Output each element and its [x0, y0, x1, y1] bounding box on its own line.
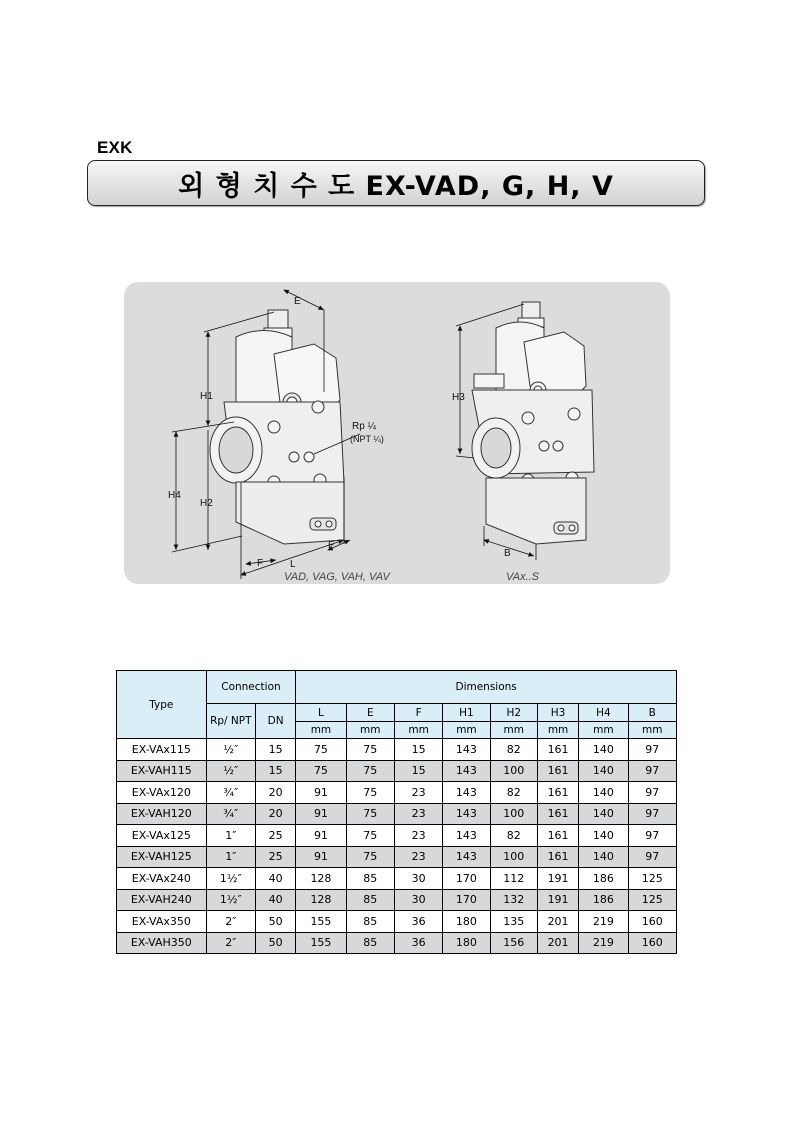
cell-type: EX-VAH240	[117, 889, 207, 911]
cell-h1: 143	[443, 846, 490, 868]
cell-e: 85	[346, 911, 394, 933]
cell-h4: 140	[579, 846, 628, 868]
cell-rp: ¾″	[206, 782, 255, 804]
cell-type: EX-VAH115	[117, 760, 207, 782]
label-F-left: F	[257, 558, 264, 569]
cell-h1: 180	[443, 911, 490, 933]
cell-l: 75	[296, 739, 346, 761]
cell-rp: ½″	[206, 739, 255, 761]
cell-h3: 201	[537, 932, 578, 954]
cell-h4: 140	[579, 803, 628, 825]
label-F-right: F	[328, 540, 335, 551]
cell-b: 97	[628, 782, 676, 804]
cell-b: 97	[628, 825, 676, 847]
cell-h2: 82	[490, 782, 537, 804]
table-row	[117, 782, 677, 804]
cell-h3: 161	[537, 825, 578, 847]
cell-f: 23	[394, 803, 442, 825]
cell-h4: 219	[579, 932, 628, 954]
cell-h4: 186	[579, 868, 628, 890]
cell-h4: 219	[579, 911, 628, 933]
cell-h2: 100	[490, 803, 537, 825]
cell-b: 97	[628, 760, 676, 782]
cell-e: 85	[346, 932, 394, 954]
cell-h3: 161	[537, 760, 578, 782]
table-row	[117, 889, 677, 911]
cell-b: 97	[628, 803, 676, 825]
cell-f: 15	[394, 739, 442, 761]
cell-h1: 170	[443, 889, 490, 911]
cell-e: 85	[346, 868, 394, 890]
unit-H4: mm	[579, 722, 628, 739]
unit-F: mm	[394, 722, 442, 739]
dimension-table	[116, 670, 677, 954]
cell-rp: 1½″	[206, 868, 255, 890]
cell-h1: 143	[443, 782, 490, 804]
header-H3: H3	[537, 704, 578, 722]
left-caption: VAD, VAG, VAH, VAV	[284, 571, 390, 583]
unit-H3: mm	[537, 722, 578, 739]
cell-rp: 1″	[206, 846, 255, 868]
cell-l: 155	[296, 932, 346, 954]
cell-dn: 40	[255, 889, 295, 911]
cell-b: 160	[628, 911, 676, 933]
cell-f: 23	[394, 782, 442, 804]
cell-l: 91	[296, 803, 346, 825]
cell-type: EX-VAH120	[117, 803, 207, 825]
cell-h3: 161	[537, 739, 578, 761]
cell-rp: ½″	[206, 760, 255, 782]
cell-h1: 143	[443, 739, 490, 761]
cell-e: 85	[346, 889, 394, 911]
cell-b: 125	[628, 889, 676, 911]
cell-h2: 156	[490, 932, 537, 954]
table-row	[117, 868, 677, 890]
cell-l: 155	[296, 911, 346, 933]
right-caption: VAx..S	[506, 571, 540, 583]
unit-B: mm	[628, 722, 676, 739]
cell-dn: 40	[255, 868, 295, 890]
cell-e: 75	[346, 782, 394, 804]
header-H2: H2	[490, 704, 537, 722]
cell-h2: 82	[490, 825, 537, 847]
cell-f: 15	[394, 760, 442, 782]
cell-type: EX-VAx120	[117, 782, 207, 804]
cell-f: 23	[394, 825, 442, 847]
cell-h1: 143	[443, 825, 490, 847]
cell-dn: 20	[255, 782, 295, 804]
table-row	[117, 825, 677, 847]
cell-type: EX-VAx125	[117, 825, 207, 847]
cell-l: 91	[296, 825, 346, 847]
table-row	[117, 803, 677, 825]
label-L: L	[290, 559, 296, 570]
header-H4: H4	[579, 704, 628, 722]
cell-l: 75	[296, 760, 346, 782]
cell-dn: 50	[255, 932, 295, 954]
label-E: E	[294, 296, 301, 307]
cell-dn: 25	[255, 825, 295, 847]
cell-e: 75	[346, 846, 394, 868]
cell-b: 97	[628, 846, 676, 868]
cell-f: 30	[394, 889, 442, 911]
cell-h4: 140	[579, 782, 628, 804]
label-H2: H2	[200, 498, 213, 509]
cell-f: 30	[394, 868, 442, 890]
cell-type: EX-VAH350	[117, 932, 207, 954]
table-row	[117, 739, 677, 761]
cell-dn: 20	[255, 803, 295, 825]
cell-h1: 180	[443, 932, 490, 954]
header-dn: DN	[255, 704, 295, 739]
cell-l: 91	[296, 782, 346, 804]
unit-L: mm	[296, 722, 346, 739]
cell-f: 36	[394, 911, 442, 933]
port-label-rp: Rp ¼	[352, 421, 376, 432]
cell-h4: 186	[579, 889, 628, 911]
cell-h2: 82	[490, 739, 537, 761]
unit-H1: mm	[443, 722, 490, 739]
brand-label: EXK	[97, 138, 133, 157]
unit-E: mm	[346, 722, 394, 739]
valve-drawing-svg	[124, 282, 670, 584]
cell-h4: 140	[579, 739, 628, 761]
cell-e: 75	[346, 803, 394, 825]
cell-h2: 100	[490, 760, 537, 782]
cell-rp: 2″	[206, 932, 255, 954]
cell-f: 23	[394, 846, 442, 868]
table-row	[117, 911, 677, 933]
cell-h3: 191	[537, 889, 578, 911]
cell-h2: 100	[490, 846, 537, 868]
port-label-npt: (NPT ¼)	[350, 434, 384, 444]
cell-dn: 15	[255, 760, 295, 782]
cell-b: 160	[628, 932, 676, 954]
cell-e: 75	[346, 739, 394, 761]
table-body	[117, 739, 677, 954]
header-dimensions: Dimensions	[296, 671, 677, 704]
header-type: Type	[117, 671, 207, 739]
cell-type: EX-VAx115	[117, 739, 207, 761]
cell-b: 125	[628, 868, 676, 890]
cell-dn: 50	[255, 911, 295, 933]
cell-rp: 1½″	[206, 889, 255, 911]
cell-h4: 140	[579, 760, 628, 782]
page-title-banner	[87, 160, 705, 206]
table-row	[117, 932, 677, 954]
cell-l: 128	[296, 868, 346, 890]
cell-type: EX-VAx240	[117, 868, 207, 890]
cell-dn: 25	[255, 846, 295, 868]
cell-h3: 201	[537, 911, 578, 933]
cell-h4: 140	[579, 825, 628, 847]
cell-rp: ¾″	[206, 803, 255, 825]
cell-dn: 15	[255, 739, 295, 761]
cell-h1: 143	[443, 803, 490, 825]
header-E: E	[346, 704, 394, 722]
label-H3: H3	[452, 392, 465, 403]
table-row	[117, 760, 677, 782]
table-row	[117, 846, 677, 868]
cell-type: EX-VAH125	[117, 846, 207, 868]
cell-h1: 143	[443, 760, 490, 782]
cell-h2: 132	[490, 889, 537, 911]
right-valve-illustration	[472, 302, 594, 544]
cell-h2: 112	[490, 868, 537, 890]
cell-h3: 161	[537, 782, 578, 804]
cell-e: 75	[346, 760, 394, 782]
page-title: 외 형 치 수 도 EX-VAD, G, H, V	[178, 170, 614, 202]
label-B: B	[504, 548, 511, 559]
cell-h3: 191	[537, 868, 578, 890]
cell-e: 75	[346, 825, 394, 847]
cell-f: 36	[394, 932, 442, 954]
cell-l: 128	[296, 889, 346, 911]
cell-h3: 161	[537, 846, 578, 868]
cell-h1: 170	[443, 868, 490, 890]
label-H4: H4	[168, 490, 181, 501]
header-F: F	[394, 704, 442, 722]
cell-h2: 135	[490, 911, 537, 933]
cell-l: 91	[296, 846, 346, 868]
dimension-drawing	[124, 282, 670, 584]
cell-h3: 161	[537, 803, 578, 825]
unit-H2: mm	[490, 722, 537, 739]
header-connection: Connection	[206, 671, 296, 704]
header-H1: H1	[443, 704, 490, 722]
cell-b: 97	[628, 739, 676, 761]
label-H1: H1	[200, 391, 213, 402]
header-rp-npt: Rp/ NPT	[206, 704, 255, 739]
cell-rp: 1″	[206, 825, 255, 847]
header-B: B	[628, 704, 676, 722]
cell-type: EX-VAx350	[117, 911, 207, 933]
cell-rp: 2″	[206, 911, 255, 933]
header-L: L	[296, 704, 346, 722]
